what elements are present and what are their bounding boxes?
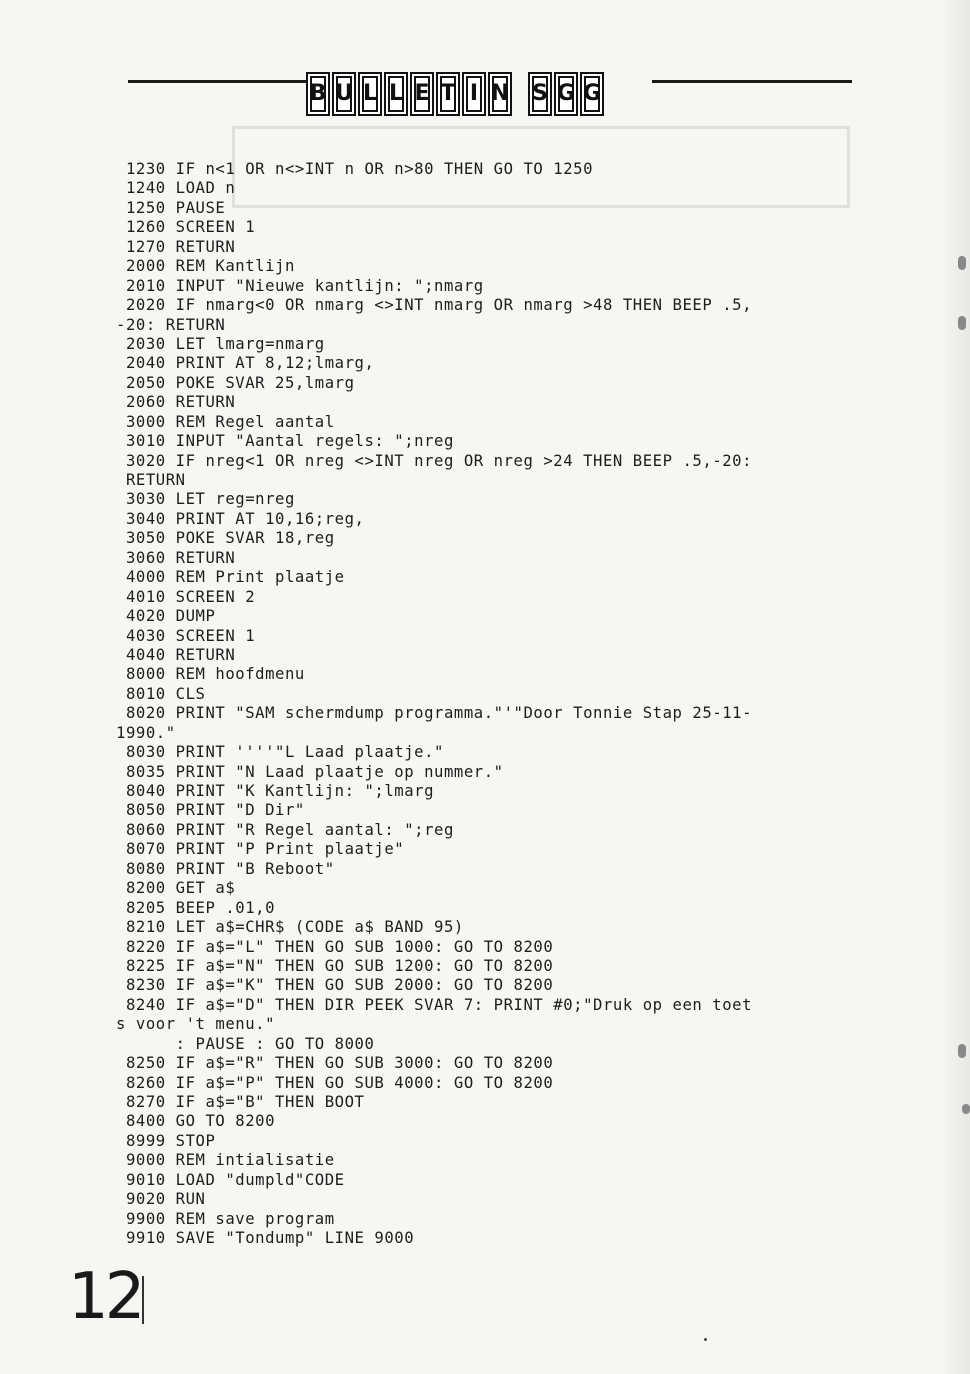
code-line: 4030 SCREEN 1 bbox=[116, 626, 256, 645]
code-line: 4000 REM Print plaatje bbox=[116, 568, 345, 587]
code-line: 8225 IF a$="N" THEN GO SUB 1200: GO TO 8200 bbox=[116, 956, 554, 975]
code-line: 2010 INPUT "Nieuwe kantlijn: ";nmarg bbox=[116, 276, 484, 295]
code-line: 2030 LET lmarg=nmarg bbox=[116, 334, 325, 353]
header-letter: G bbox=[554, 72, 578, 116]
header-letter: E bbox=[410, 72, 434, 116]
header-rule-right bbox=[652, 80, 852, 83]
code-line: 3020 IF nreg<1 OR nreg <>INT nreg OR nreg >24 THEN BEEP .5,-20: bbox=[116, 451, 753, 470]
punch-mark bbox=[962, 1104, 970, 1114]
header-rule-left bbox=[128, 80, 306, 83]
punch-mark bbox=[958, 1044, 966, 1058]
code-line: 8060 PRINT "R Regel aantal: ";reg bbox=[116, 820, 454, 839]
code-line: 9000 REM intialisatie bbox=[116, 1151, 335, 1170]
code-line: 2000 REM Kantlijn bbox=[116, 257, 295, 276]
code-line: 2060 RETURN bbox=[116, 393, 236, 412]
header-letter: B bbox=[306, 72, 330, 116]
code-line: 8000 REM hoofdmenu bbox=[116, 665, 305, 684]
code-line: 8040 PRINT "K Kantlijn: ";lmarg bbox=[116, 782, 435, 800]
code-line: 8220 IF a$="L" THEN GO SUB 1000: GO TO 8200 bbox=[116, 937, 554, 956]
code-line: 4040 RETURN bbox=[116, 645, 236, 664]
code-line: 1270 RETURN bbox=[116, 237, 236, 256]
code-line: 8020 PRINT "SAM schermdump programma."'"Door Tonnie Stap 25-11- bbox=[116, 704, 753, 723]
code-line: 8400 GO TO 8200 bbox=[116, 1112, 276, 1131]
code-line: 8200 GET a$ bbox=[116, 879, 236, 898]
basic-code-listing bbox=[116, 160, 862, 1249]
code-line: 8210 LET a$=CHR$ (CODE a$ BAND 95) bbox=[116, 918, 464, 937]
code-line: 3040 PRINT AT 10,16;reg, bbox=[116, 509, 365, 528]
code-line: 9910 SAVE "Tondump" LINE 9000 bbox=[116, 1229, 415, 1248]
code-line: 8010 CLS bbox=[116, 684, 206, 703]
code-line: 8070 PRINT "P Print plaatje" bbox=[116, 840, 405, 859]
code-line: 1250 PAUSE bbox=[116, 198, 226, 217]
code-line: 8035 PRINT "N Laad plaatje op nummer." bbox=[116, 762, 504, 781]
code-line: 9900 REM save program bbox=[116, 1209, 335, 1228]
code-line: 8999 STOP bbox=[116, 1131, 216, 1150]
header-letter: I bbox=[462, 72, 486, 116]
code-line: -20: RETURN bbox=[116, 315, 226, 334]
code-line: 8080 PRINT "B Reboot" bbox=[116, 859, 335, 878]
header-letter: L bbox=[358, 72, 382, 116]
code-line: 8250 IF a$="R" THEN GO SUB 3000: GO TO 8200 bbox=[116, 1054, 554, 1073]
speck bbox=[704, 1338, 707, 1341]
code-line: 1230 IF n<1 OR n<>INT n OR n>80 THEN GO TO 1250 bbox=[116, 160, 594, 178]
code-line: 1240 LOAD n bbox=[116, 179, 236, 198]
page-number-bar bbox=[142, 1276, 144, 1324]
code-line: 8050 PRINT "D Dir" bbox=[116, 801, 305, 820]
code-line: 9020 RUN bbox=[116, 1190, 206, 1209]
code-line: RETURN bbox=[116, 471, 186, 489]
code-line: 8230 IF a$="K" THEN GO SUB 2000: GO TO 8200 bbox=[116, 976, 554, 995]
header-letter: L bbox=[384, 72, 408, 116]
code-line: 3030 LET reg=nreg bbox=[116, 490, 295, 509]
code-line: 3060 RETURN bbox=[116, 548, 236, 567]
code-line: 1990." bbox=[116, 723, 176, 742]
code-line: 2040 PRINT AT 8,12;lmarg, bbox=[116, 354, 375, 373]
code-line: 4020 DUMP bbox=[116, 607, 216, 626]
punch-mark bbox=[958, 256, 966, 270]
punch-mark bbox=[958, 316, 966, 330]
page-number: 12 bbox=[68, 1260, 142, 1334]
code-line: 8240 IF a$="D" THEN DIR PEEK SVAR 7: PRINT #0;"Druk op een toet bbox=[116, 995, 753, 1014]
code-line: : PAUSE : GO TO 8000 bbox=[116, 1034, 375, 1053]
code-line: 2050 POKE SVAR 25,lmarg bbox=[116, 373, 355, 392]
code-line: 8260 IF a$="P" THEN GO SUB 4000: GO TO 8200 bbox=[116, 1073, 554, 1092]
header-letter: N bbox=[488, 72, 512, 116]
code-line: 1260 SCREEN 1 bbox=[116, 218, 256, 237]
code-line: 3010 INPUT "Aantal regels: ";nreg bbox=[116, 432, 454, 451]
header-letter: G bbox=[580, 72, 604, 116]
code-line: 4010 SCREEN 2 bbox=[116, 587, 256, 606]
code-line: 8205 BEEP .01,0 bbox=[116, 898, 276, 917]
code-line: 8030 PRINT ''''"L Laad plaatje." bbox=[116, 743, 444, 762]
code-line: s voor 't menu." bbox=[116, 1015, 276, 1034]
page-edge-shadow bbox=[940, 0, 970, 1374]
code-line: 3000 REM Regel aantal bbox=[116, 412, 335, 431]
bulletin-header bbox=[306, 72, 604, 116]
header-letter: S bbox=[528, 72, 552, 116]
code-line: 8270 IF a$="B" THEN BOOT bbox=[116, 1093, 365, 1111]
code-line: 2020 IF nmarg<0 OR nmarg <>INT nmarg OR nmarg >48 THEN BEEP .5, bbox=[116, 296, 753, 315]
code-line: 9010 LOAD "dumpld"CODE bbox=[116, 1170, 345, 1189]
header-letter: U bbox=[332, 72, 356, 116]
header-letter: T bbox=[436, 72, 460, 116]
code-line: 3050 POKE SVAR 18,reg bbox=[116, 529, 335, 548]
